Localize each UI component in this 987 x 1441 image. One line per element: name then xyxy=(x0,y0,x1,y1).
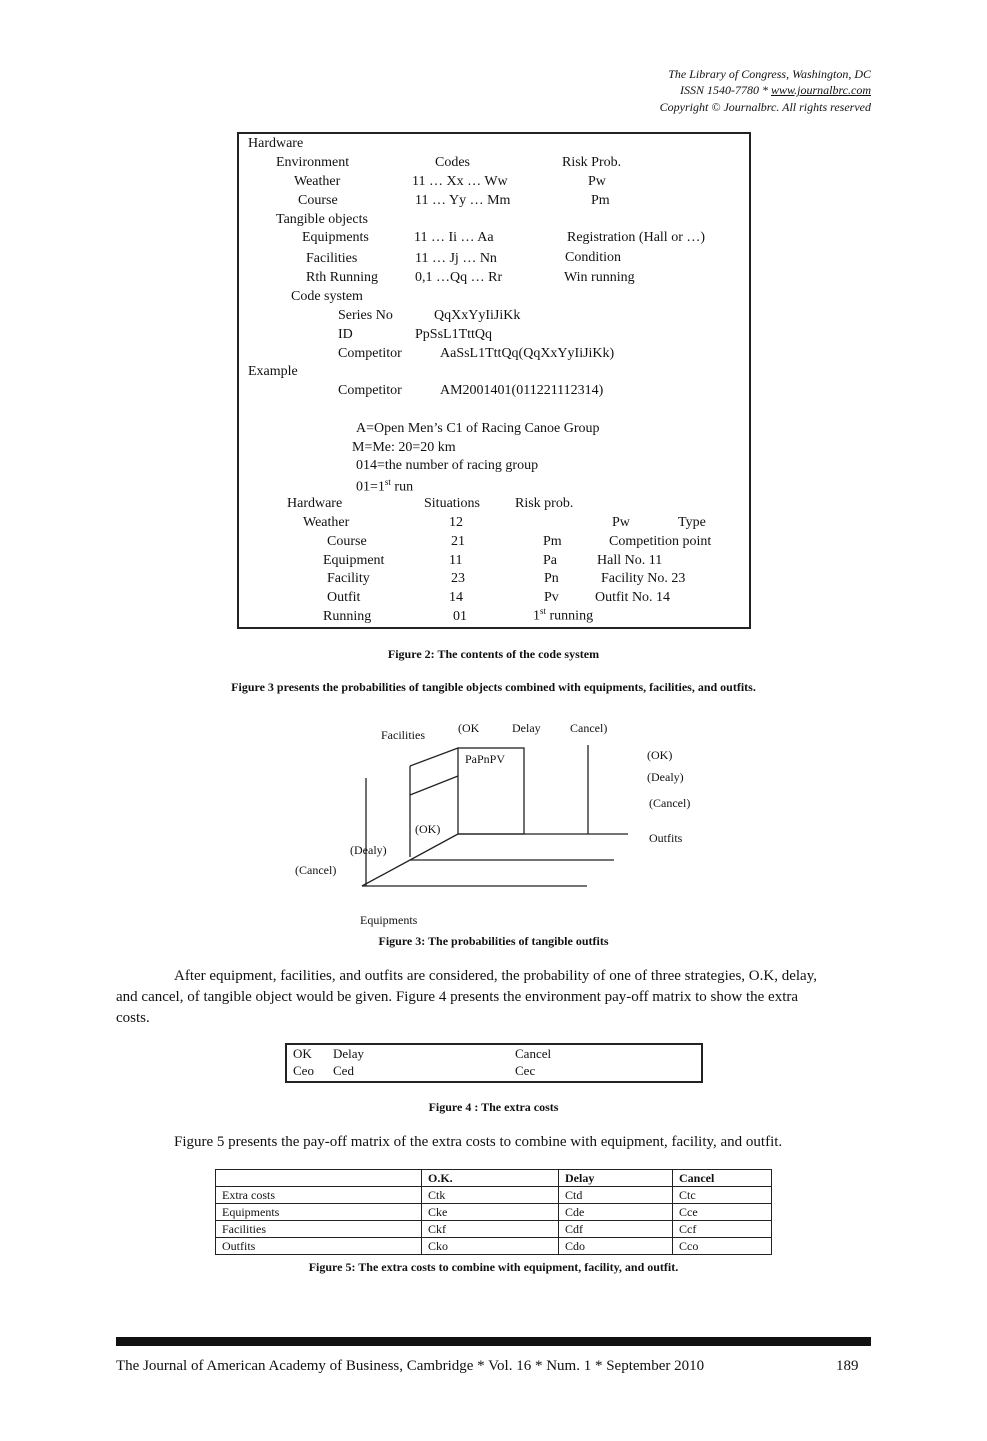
figure-4-caption: Figure 4 : The extra costs xyxy=(428,1100,559,1114)
table-cell: Ccf xyxy=(673,1221,772,1238)
id-label: ID xyxy=(338,327,353,342)
figure-2-caption: Figure 2: The contents of the code system xyxy=(387,647,600,661)
dealy-left-label: (Dealy) xyxy=(350,843,387,857)
page-number: 189 xyxy=(836,1358,859,1374)
table-cell: Facilities xyxy=(216,1221,422,1238)
cancel-right-label: (Cancel) xyxy=(649,796,691,810)
table-course-type: Competition point xyxy=(609,534,712,549)
facilities-condition: Condition xyxy=(565,250,622,265)
fig4-ced: Ced xyxy=(333,1063,354,1078)
competitor-label: Competitor xyxy=(338,346,402,361)
table-cell: Cde xyxy=(559,1204,673,1221)
table-facility-prob: Pn xyxy=(544,571,559,586)
example-01-text: 01=1 xyxy=(356,479,385,495)
table-equipment-prob: Pa xyxy=(543,553,557,568)
fig4-cec: Cec xyxy=(515,1063,536,1078)
table-facility-type: Facility No. 23 xyxy=(601,571,686,586)
fig5-table xyxy=(215,1169,772,1255)
example-a-note: A=Open Men’s C1 of Racing Canoe Group xyxy=(356,421,600,436)
ok-inner-label: (OK) xyxy=(415,822,441,836)
course-code: 11 … Yy … Mm xyxy=(415,193,511,208)
table-running: Running xyxy=(323,609,372,624)
weather-label: Weather xyxy=(294,174,341,189)
cancel-top-label: Cancel) xyxy=(570,721,608,735)
table-running-situation: 01 xyxy=(453,609,467,624)
fig4-cancel: Cancel xyxy=(515,1046,552,1061)
papnpv-label: PaPnPV xyxy=(465,752,506,766)
footer-journal: The Journal of American Academy of Business, Cambridge * Vol. 16 * Num. 1 * September 2010 xyxy=(116,1358,705,1374)
table-cell: Ckf xyxy=(422,1221,559,1238)
paragraph-2: Figure 5 presents the pay-off matrix of the extra costs to combine with equipment, facility, and outfit. xyxy=(174,1134,783,1150)
paragraph-1-line-2: and cancel, of tangible object would be given. Figure 4 presents the environment pay-off matrix to show the extra xyxy=(116,989,799,1005)
weather-code: 11 … Xx … Ww xyxy=(412,174,508,189)
table-equipment-situation: 11 xyxy=(449,553,463,568)
series-no-label: Series No xyxy=(338,308,393,323)
table-row xyxy=(216,1221,772,1238)
facilities-code: 11 … Jj … Nn xyxy=(415,251,497,266)
table-cell: Outfits xyxy=(216,1238,422,1255)
course-label: Course xyxy=(298,193,338,208)
table-row xyxy=(216,1204,772,1221)
delay-top-label: Delay xyxy=(512,721,541,735)
table-cell: Equipments xyxy=(216,1204,422,1221)
fig4-ceo: Ceo xyxy=(293,1063,314,1078)
rth-running-label: Rth Running xyxy=(306,270,378,285)
equipments-axis-label: Equipments xyxy=(360,913,418,927)
table-cell: Cdo xyxy=(559,1238,673,1255)
box-mid-edge xyxy=(410,776,458,795)
equipments-code: 11 … Ii … Aa xyxy=(414,230,494,245)
competitor-value: AaSsL1TttQq(QqXxYyIiJiKk) xyxy=(440,346,615,361)
table-weather: Weather xyxy=(303,515,350,530)
table-cell: Ctd xyxy=(559,1187,673,1204)
course-prob: Pm xyxy=(591,193,610,208)
example-01-sup: st xyxy=(384,477,391,487)
environment-label: Environment xyxy=(276,155,350,170)
table-cell: Ctk xyxy=(422,1187,559,1204)
table-hardware-header: Hardware xyxy=(287,496,343,511)
code-system-label: Code system xyxy=(291,289,363,304)
fig5-header-cell: Delay xyxy=(559,1170,673,1187)
fig5-header-cell xyxy=(216,1170,422,1187)
hardware-label: Hardware xyxy=(248,136,304,151)
example-competitor-label: Competitor xyxy=(338,383,402,398)
fig4-delay: Delay xyxy=(333,1046,365,1061)
table-outfit-situation: 14 xyxy=(449,590,463,605)
rth-running-code: 0,1 …Qq … Rr xyxy=(415,270,503,285)
paragraph-1-line-1: After equipment, facilities, and outfits are considered, the probability of one of three strategies, O.K, delay, xyxy=(174,968,817,984)
equipments-label: Equipments xyxy=(302,230,369,245)
example-competitor-value: AM2001401(011221112314) xyxy=(440,383,604,398)
table-cell: Cko xyxy=(422,1238,559,1255)
table-course-situation: 21 xyxy=(451,534,465,549)
figure-3-intro: Figure 3 presents the probabilities of tangible objects combined with equipments, facilities, and outfits. xyxy=(231,680,756,694)
example-m-note: M=Me: 20=20 km xyxy=(352,440,456,455)
table-weather-situation: 12 xyxy=(449,515,463,530)
win-running: Win running xyxy=(564,270,635,285)
id-value: PpSsL1TttQq xyxy=(415,327,493,342)
table-cell: Cke xyxy=(422,1204,559,1221)
ok-top-label: (OK xyxy=(458,721,480,735)
table-equipment-type: Hall No. 11 xyxy=(597,553,663,568)
figure-5-caption: Figure 5: The extra costs to combine with equipment, facility, and outfit. xyxy=(308,1260,679,1274)
example-label: Example xyxy=(248,364,298,379)
table-course: Course xyxy=(327,534,367,549)
example-01-run: run xyxy=(390,479,414,495)
tangible-objects-label: Tangible objects xyxy=(276,212,368,227)
facilities-axis-label: Facilities xyxy=(381,728,425,742)
fig5-header-cell: O.K. xyxy=(422,1170,559,1187)
table-cell: Cdf xyxy=(559,1221,673,1238)
table-equipment: Equipment xyxy=(323,553,385,568)
footer-rule xyxy=(116,1337,871,1346)
example-014-note: 014=the number of racing group xyxy=(356,458,539,473)
table-course-prob: Pm xyxy=(543,534,562,549)
journal-link[interactable]: www.journalbrc.com xyxy=(770,83,871,97)
fig5-header-row xyxy=(216,1170,772,1187)
outfits-axis-label: Outfits xyxy=(649,831,683,845)
table-cell: Cce xyxy=(673,1204,772,1221)
table-type-header: Type xyxy=(678,515,706,530)
codes-label: Codes xyxy=(435,155,470,170)
fig4-ok: OK xyxy=(293,1046,312,1061)
cancel-left-label: (Cancel) xyxy=(295,863,337,877)
ok-right-label: (OK) xyxy=(647,748,673,762)
fig5-header-cell: Cancel xyxy=(673,1170,772,1187)
dealy-right-label: (Dealy) xyxy=(647,770,684,784)
table-outfit-type: Outfit No. 14 xyxy=(595,590,671,605)
header-line-1: The Library of Congress, Washington, DC xyxy=(668,67,871,81)
weather-prob: Pw xyxy=(588,174,606,189)
table-row xyxy=(216,1238,772,1255)
table-cell: Ctc xyxy=(673,1187,772,1204)
series-no-value: QqXxYyIiJiKk xyxy=(434,308,521,323)
paragraph-1-line-3: costs. xyxy=(116,1010,150,1026)
table-outfit-prob: Pv xyxy=(544,590,559,605)
equipments-registration: Registration (Hall or …) xyxy=(567,230,706,245)
table-weather-prob: Pw xyxy=(612,515,630,530)
table-running-num: 1 xyxy=(533,608,540,624)
box-top-left-edge xyxy=(410,748,458,766)
table-cell: Extra costs xyxy=(216,1187,422,1204)
header-issn: ISSN 1540-7780 * xyxy=(679,83,771,97)
table-situations-header: Situations xyxy=(424,496,481,511)
header-line-3: Copyright © Journalbrc. All rights reserved xyxy=(659,100,871,114)
facilities-label: Facilities xyxy=(306,251,358,266)
table-cell: Cco xyxy=(673,1238,772,1255)
figure-3-caption: Figure 3: The probabilities of tangible outfits xyxy=(378,934,609,948)
table-outfit: Outfit xyxy=(327,590,361,605)
table-row xyxy=(216,1187,772,1204)
table-facility: Facility xyxy=(327,571,370,586)
table-running-text: running xyxy=(546,608,594,624)
table-facility-situation: 23 xyxy=(451,571,465,586)
table-risk-header: Risk prob. xyxy=(515,496,574,511)
table-running-sup: st xyxy=(540,606,547,616)
risk-prob-label: Risk Prob. xyxy=(562,155,622,170)
